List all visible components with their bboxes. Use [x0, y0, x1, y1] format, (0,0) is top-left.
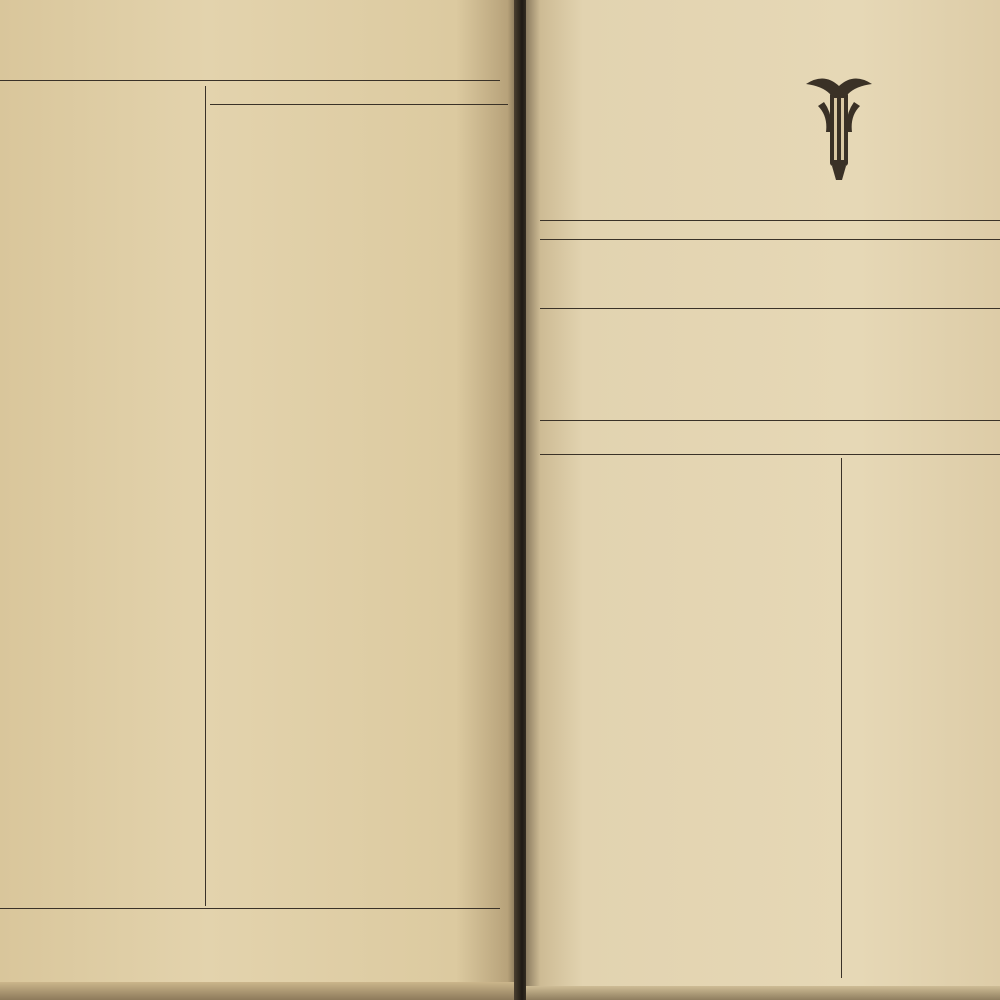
right-page: [526, 0, 1000, 1000]
eagle-fasces-emblem-icon: [804, 72, 874, 184]
column-divider: [841, 458, 842, 978]
masthead-rule: [540, 220, 1000, 221]
column-a: [0, 90, 202, 96]
footer-rule: [0, 908, 500, 909]
column-b: [210, 90, 508, 147]
column-divider: [205, 86, 206, 906]
header-rule: [0, 80, 500, 81]
